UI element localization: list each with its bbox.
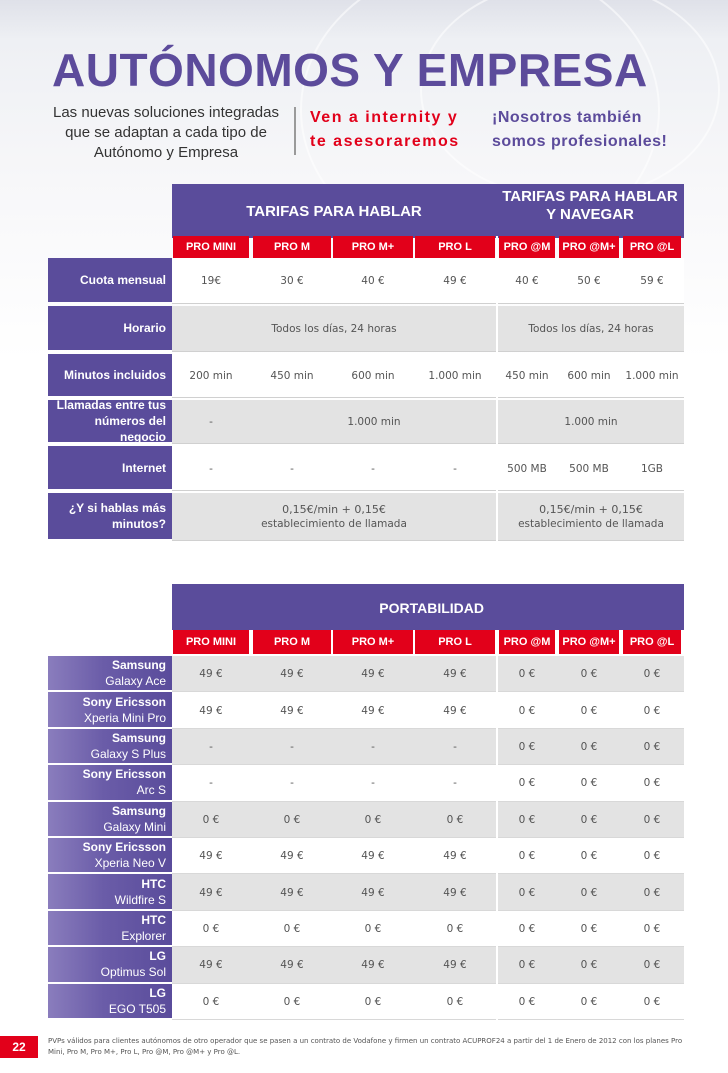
table-cell: 1GB: [640, 462, 664, 475]
table-cell: 0 €: [580, 777, 598, 790]
row-label-line: números del negocio: [94, 414, 166, 444]
footnote: PVPs válidos para clientes autónomos de otro operador que se pasen a un contrato de Vodafone y firmen un contrato ACUPROF24 a partir del 1 de Enero de 2012 con los planes Pro Mini, Pro M, Pro M+, Pro L, Pro @M, Pro @M+ y Pro @L.: [48, 1037, 683, 1056]
phone-label: [48, 947, 172, 981]
phone-model: Arc S: [136, 783, 166, 798]
table-cell: 500 MB: [569, 462, 609, 475]
table-cell: 0 €: [518, 995, 536, 1008]
table-cell: 0 €: [643, 959, 661, 972]
row-label-line: ¿Y si hablas más: [68, 501, 166, 515]
table-cell-span: Todos los días, 24 horas: [528, 323, 654, 335]
table-cell: -: [209, 740, 213, 753]
table-cell: 0 €: [518, 959, 536, 972]
header-band-talk-navigate: [496, 184, 684, 238]
header-divider: [294, 107, 296, 155]
phone-brand: Samsung: [111, 730, 166, 745]
cell-line: 0,15€/min + 0,15€: [539, 503, 643, 516]
phone-brand: Sony Ericsson: [82, 767, 166, 782]
header-band-line: Y NAVEGAR: [546, 206, 634, 223]
plan-header: PRO @M: [499, 236, 555, 258]
table-cell: 30 €: [280, 275, 304, 287]
plan-header: PRO @L: [623, 630, 681, 654]
table-cell: 0 €: [643, 704, 661, 717]
header-band-portability: PORTABILIDAD: [172, 584, 684, 630]
table-cell: 1.000 min: [625, 370, 679, 382]
table-cell: 0 €: [364, 813, 382, 826]
phone-label: [48, 765, 172, 799]
header-band-line: TARIFAS PARA HABLAR: [502, 188, 678, 205]
plan-header: PRO @L: [623, 236, 681, 258]
plan-header: PRO @M+: [559, 236, 619, 258]
phone-brand: LG: [149, 949, 166, 964]
table-cell: 49 €: [280, 704, 304, 717]
table-cell-span: 1.000 min: [347, 416, 401, 428]
slogan-professionals: ¡Nosotros también somos profesionales!: [492, 109, 668, 150]
table-cell: 49 €: [280, 959, 304, 972]
phone-model: Galaxy Ace: [105, 674, 166, 689]
table-cell: 0 €: [580, 995, 598, 1008]
table-cell: 49 €: [443, 275, 467, 287]
plan-header: PRO M: [253, 236, 331, 258]
table-cell: 0 €: [580, 704, 598, 717]
table-cell: 19€: [200, 275, 222, 287]
table-cell: 0 €: [580, 850, 598, 863]
phone-label: [48, 729, 172, 763]
table-cell: 49 €: [361, 668, 385, 681]
table-cell: -: [209, 416, 213, 428]
table-cell: 1.000 min: [428, 370, 482, 382]
plan-header: PRO L: [415, 630, 495, 654]
table-cell: 49 €: [361, 704, 385, 717]
table-cell: 0 €: [518, 886, 536, 899]
table-cell: 450 min: [505, 370, 549, 382]
table-cell: -: [290, 462, 294, 475]
phone-model: Xperia Mini Pro: [83, 710, 166, 725]
phone-model: Galaxy S Plus: [90, 746, 166, 761]
plan-header: PRO @M: [499, 630, 555, 654]
table-cell: 0 €: [283, 922, 301, 935]
phone-label: [48, 911, 172, 945]
table-cell: 49 €: [443, 850, 467, 863]
table-cell: 49 €: [280, 668, 304, 681]
cell-line: establecimiento de llamada: [518, 518, 664, 530]
table-cell: 49 €: [443, 704, 467, 717]
table-cell: 49 €: [199, 959, 223, 972]
row-label: [48, 354, 172, 396]
plan-header: PRO M: [253, 630, 331, 654]
phone-model: Galaxy Mini: [103, 819, 166, 834]
row-label-line: minutos?: [112, 517, 166, 531]
plan-header: PRO @M+: [559, 630, 619, 654]
group-divider: [496, 236, 498, 541]
table-cell: 0 €: [446, 922, 464, 935]
table-cell: 0 €: [580, 922, 598, 935]
row-label: [48, 306, 172, 350]
row-label: [48, 446, 172, 489]
phone-brand: LG: [149, 985, 166, 1000]
row-label-line: Minutos incluidos: [64, 368, 166, 382]
table-cell: 49 €: [443, 886, 467, 899]
table-cell: 450 min: [270, 370, 314, 382]
table-cell: 49 €: [443, 959, 467, 972]
group-divider: [496, 630, 498, 1020]
table-cell: 0 €: [643, 777, 661, 790]
table-cell: 0 €: [643, 886, 661, 899]
table-cell: -: [371, 462, 375, 475]
plan-header: PRO M+: [333, 236, 413, 258]
phone-brand: Sony Ericsson: [82, 694, 166, 709]
row-label: [48, 493, 172, 539]
table-cell: -: [453, 740, 457, 753]
table-cell: 0 €: [283, 995, 301, 1008]
table-cell: -: [371, 740, 375, 753]
table-cell: 0 €: [580, 668, 598, 681]
table-cell: 0 €: [446, 813, 464, 826]
table-cell: 49 €: [199, 850, 223, 863]
table-cell: 0 €: [446, 995, 464, 1008]
table-cell: 0 €: [518, 668, 536, 681]
table-cell: 600 min: [351, 370, 395, 382]
phone-brand: Sony Ericsson: [82, 840, 166, 855]
table-cell: 0 €: [518, 740, 536, 753]
phone-model: Explorer: [121, 928, 166, 943]
page-number: 22: [0, 1036, 38, 1058]
table-cell: 0 €: [580, 959, 598, 972]
phone-label: [48, 802, 172, 836]
table-cell: 0 €: [518, 813, 536, 826]
row-label-line: Internet: [121, 460, 166, 475]
table-cell: 0 €: [643, 740, 661, 753]
table-cell: 0 €: [643, 813, 661, 826]
phone-label: [48, 838, 172, 872]
table-cell-span: [172, 493, 496, 541]
header-band-talk: TARIFAS PARA HABLAR: [172, 184, 496, 238]
table-cell: -: [453, 777, 457, 790]
plan-header: PRO L: [415, 236, 495, 258]
table-cell: 49 €: [199, 704, 223, 717]
table-cell: 0 €: [643, 922, 661, 935]
table-cell: 0 €: [643, 995, 661, 1008]
row-label-line: Cuota mensual: [79, 273, 166, 287]
table-cell: 49 €: [443, 668, 467, 681]
phone-model: Xperia Neo V: [94, 856, 166, 871]
table-cell-span: Todos los días, 24 horas: [271, 323, 397, 335]
table-cell: 49 €: [361, 959, 385, 972]
plan-header: PRO MINI: [173, 236, 249, 258]
table-cell: 0 €: [202, 922, 220, 935]
table-cell: -: [290, 777, 294, 790]
plan-header: PRO MINI: [173, 630, 249, 654]
table-cell: 0 €: [364, 995, 382, 1008]
table-cell: 40 €: [515, 275, 539, 287]
table-cell-span: [498, 493, 684, 541]
phone-brand: Samsung: [111, 658, 166, 673]
table-cell: 49 €: [361, 850, 385, 863]
phone-label: [48, 656, 172, 690]
table-cell: -: [209, 777, 213, 790]
table-cell: 49 €: [280, 850, 304, 863]
table-cell: 500 MB: [507, 462, 547, 475]
cell-line: 0,15€/min + 0,15€: [282, 503, 386, 516]
table-cell: 0 €: [202, 813, 220, 826]
row-label: [48, 400, 172, 442]
table-cell: 0 €: [580, 740, 598, 753]
table-cell: 40 €: [361, 275, 385, 287]
phone-brand: HTC: [141, 912, 166, 927]
table-cell: -: [290, 740, 294, 753]
row-label-line: Llamadas entre tus: [56, 398, 166, 412]
table-cell: 600 min: [567, 370, 611, 382]
plan-header: PRO M+: [333, 630, 413, 654]
table-cell: 49 €: [199, 668, 223, 681]
table-cell-span: 1.000 min: [564, 416, 618, 428]
table-cell: 0 €: [283, 813, 301, 826]
table-cell: 50 €: [577, 275, 601, 287]
phone-model: EGO T505: [108, 1001, 166, 1016]
page-title: AUTÓNOMOS Y EMPRESA: [52, 44, 648, 96]
table-cell: -: [209, 462, 213, 475]
phone-label: [48, 874, 172, 908]
table-cell: 0 €: [518, 704, 536, 717]
row-label-line: Horario: [123, 321, 166, 335]
row-label: [48, 258, 172, 302]
table-cell: 0 €: [643, 850, 661, 863]
table-cell: 0 €: [202, 995, 220, 1008]
table-cell: -: [371, 777, 375, 790]
phone-label: [48, 692, 172, 726]
slogan-internity: Ven a internity y te asesoraremos: [310, 109, 460, 150]
table-cell: 49 €: [280, 886, 304, 899]
table-cell: 200 min: [189, 370, 233, 382]
phone-brand: HTC: [141, 876, 166, 891]
phone-model: Wildfire S: [114, 892, 166, 907]
cell-line: establecimiento de llamada: [261, 518, 407, 530]
table-cell: 0 €: [580, 886, 598, 899]
page-subtitle: Las nuevas soluciones integradas que se adaptan a cada tipo de Autónomo y Empresa: [53, 104, 279, 161]
table-cell: 0 €: [643, 668, 661, 681]
table-cell: 49 €: [199, 886, 223, 899]
table-cell: -: [453, 462, 457, 475]
table-cell: 49 €: [361, 886, 385, 899]
table-cell: 0 €: [518, 777, 536, 790]
phone-label: [48, 984, 172, 1018]
table-cell: 0 €: [518, 850, 536, 863]
table-cell: 0 €: [518, 922, 536, 935]
table-cell: 59 €: [640, 275, 664, 287]
phone-model: Optimus Sol: [100, 965, 166, 980]
table-cell: 0 €: [580, 813, 598, 826]
phone-brand: Samsung: [111, 803, 166, 818]
table-cell: 0 €: [364, 922, 382, 935]
